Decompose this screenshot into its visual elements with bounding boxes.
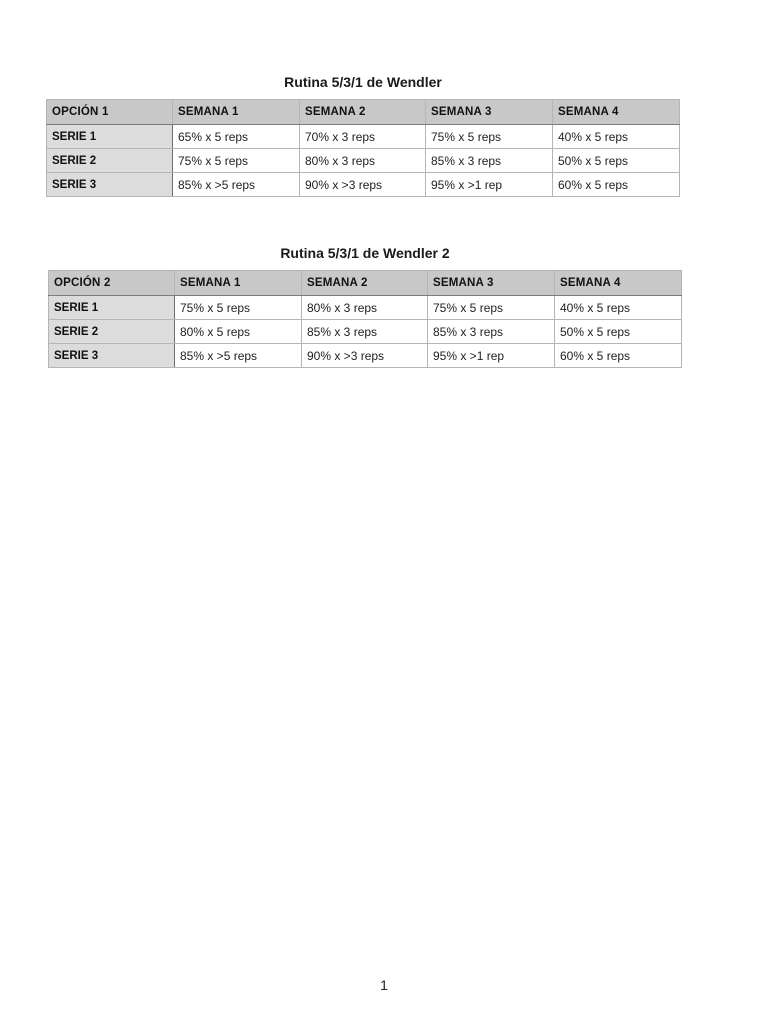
table-cell: 95% x >1 rep [428,344,555,368]
column-header-week-1: SEMANA 1 [175,271,302,296]
table-cell: 80% x 3 reps [300,149,426,173]
table-cell: 85% x 3 reps [302,320,428,344]
table-cell: 50% x 5 reps [555,320,682,344]
page-number: 1 [380,977,388,993]
routine-table [46,99,680,197]
table-row [47,125,680,149]
table-title: Rutina 5/3/1 de Wendler 2 [280,245,450,261]
table-cell: 70% x 3 reps [300,125,426,149]
table-cell: 60% x 5 reps [553,173,680,197]
table-cell: 60% x 5 reps [555,344,682,368]
table-cell: 75% x 5 reps [426,125,553,149]
row-header-serie: SERIE 1 [47,125,173,149]
routine-table [48,270,682,368]
row-header-serie: SERIE 1 [49,296,175,320]
table-title: Rutina 5/3/1 de Wendler [284,74,442,90]
column-header-week-2: SEMANA 2 [302,271,428,296]
table-cell: 95% x >1 rep [426,173,553,197]
column-header-option: OPCIÓN 2 [49,271,175,296]
table-cell: 85% x >5 reps [175,344,302,368]
table-cell: 40% x 5 reps [555,296,682,320]
table-row [49,344,682,368]
column-header-week-3: SEMANA 3 [428,271,555,296]
table-cell: 40% x 5 reps [553,125,680,149]
table-cell: 90% x >3 reps [300,173,426,197]
table-cell: 65% x 5 reps [173,125,300,149]
routine-table-block-1 [46,72,680,197]
column-header-week-4: SEMANA 4 [555,271,682,296]
table-cell: 75% x 5 reps [173,149,300,173]
table-header-row [47,100,680,125]
column-header-week-4: SEMANA 4 [553,100,680,125]
table-cell: 85% x 3 reps [428,320,555,344]
column-header-option: OPCIÓN 1 [47,100,173,125]
table-cell: 90% x >3 reps [302,344,428,368]
table-cell: 85% x >5 reps [173,173,300,197]
routine-table-block-2 [48,243,682,368]
table-row [49,320,682,344]
table-cell: 80% x 3 reps [302,296,428,320]
row-header-serie: SERIE 3 [47,173,173,197]
table-row [47,149,680,173]
table-cell: 50% x 5 reps [553,149,680,173]
table-cell: 75% x 5 reps [428,296,555,320]
table-header-row [49,271,682,296]
row-header-serie: SERIE 2 [49,320,175,344]
table-cell: 85% x 3 reps [426,149,553,173]
table-row [49,296,682,320]
column-header-week-2: SEMANA 2 [300,100,426,125]
table-row [47,173,680,197]
column-header-week-1: SEMANA 1 [173,100,300,125]
table-cell: 80% x 5 reps [175,320,302,344]
row-header-serie: SERIE 2 [47,149,173,173]
row-header-serie: SERIE 3 [49,344,175,368]
table-cell: 75% x 5 reps [175,296,302,320]
column-header-week-3: SEMANA 3 [426,100,553,125]
